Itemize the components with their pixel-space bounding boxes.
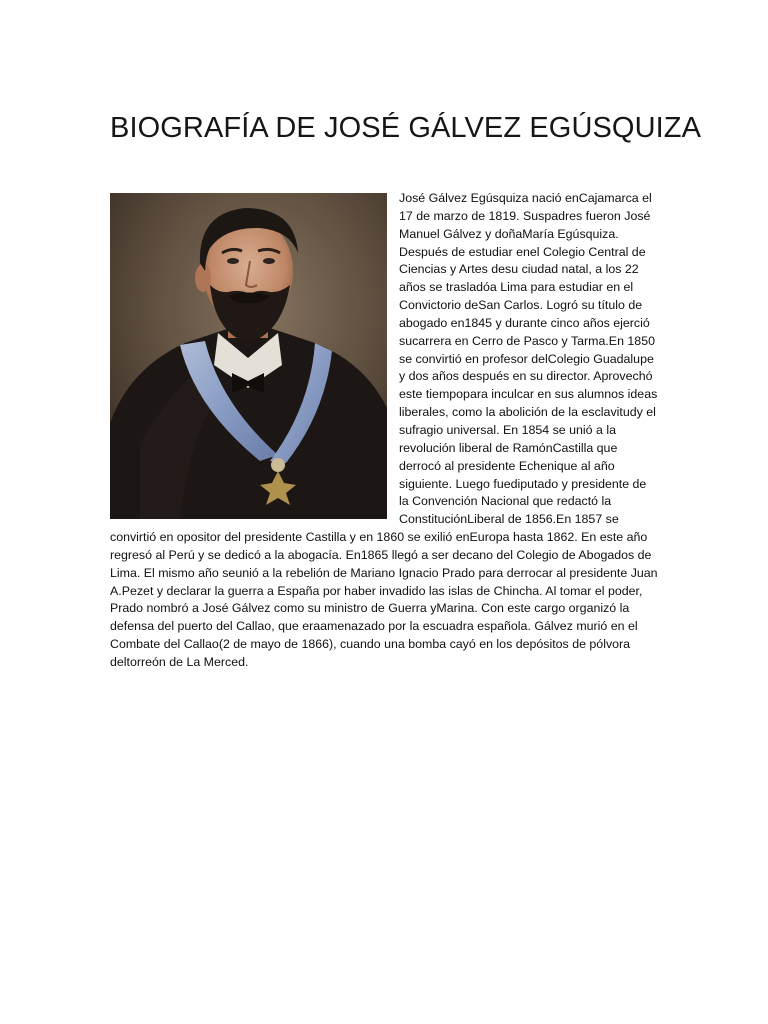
biography-section	[110, 190, 658, 672]
biography-text: José Gálvez Egúsquiza nació enCajamarca el 17 de marzo de 1819. Suspadres fueron José Manuel Gálvez y doñaMaría Egúsquiza. Después de estudiar enel Colegio Central de Ciencias y Artes desu ciudad natal, a los 22 años se trasladóa Lima para estudiar en el Convictorio deSan Carlos. Logró su título de abogado en1845 y durante cinco años ejerció sucarrera en Cerro de Pasco y Tarma.En 1850 se convirtió en profesor delColegio Guadalupe y dos años después en su director. Aprovechó este tiempopara inculcar en sus alumnos ideas liberales, como la abolición de la esclavitudy el sufragio universal. En 1854 se unió a la revolución liberal de RamónCastilla que derrocó al presidente Echenique al año siguiente. Luego fuediputado y presidente de la Convención Nacional que redactó la ConstituciónLiberal de 1856.En 1857 se convirtió en opositor del presidente Castilla y en 1860 se exilió enEuropa hasta 1862. En este año regresó al Perú y se dedicó a la abogacía. En1865 llegó a ser decano del Colegio de Abogados de Lima. El mismo año seunió a la rebelión de Mariano Ignacio Prado para derrocar al presidente Juan A.Pezet y declarar la guerra a España por haber invadido las islas de Chincha. Al tomar el poder, Prado nombró a José Gálvez como su ministro de Guerra yMarina. Con este cargo organizó la defensa del puerto del Callao, que eraamenazado por la escuadra española. Gálvez murió en el Combate del Callao(2 de mayo de 1866), cuando una bomba cayó en los depósitos de pólvora deltorreón de La Merced.	[110, 191, 658, 669]
page-title: BIOGRAFÍA DE JOSÉ GÁLVEZ EGÚSQUIZA	[110, 112, 702, 144]
portrait-image	[110, 193, 387, 519]
